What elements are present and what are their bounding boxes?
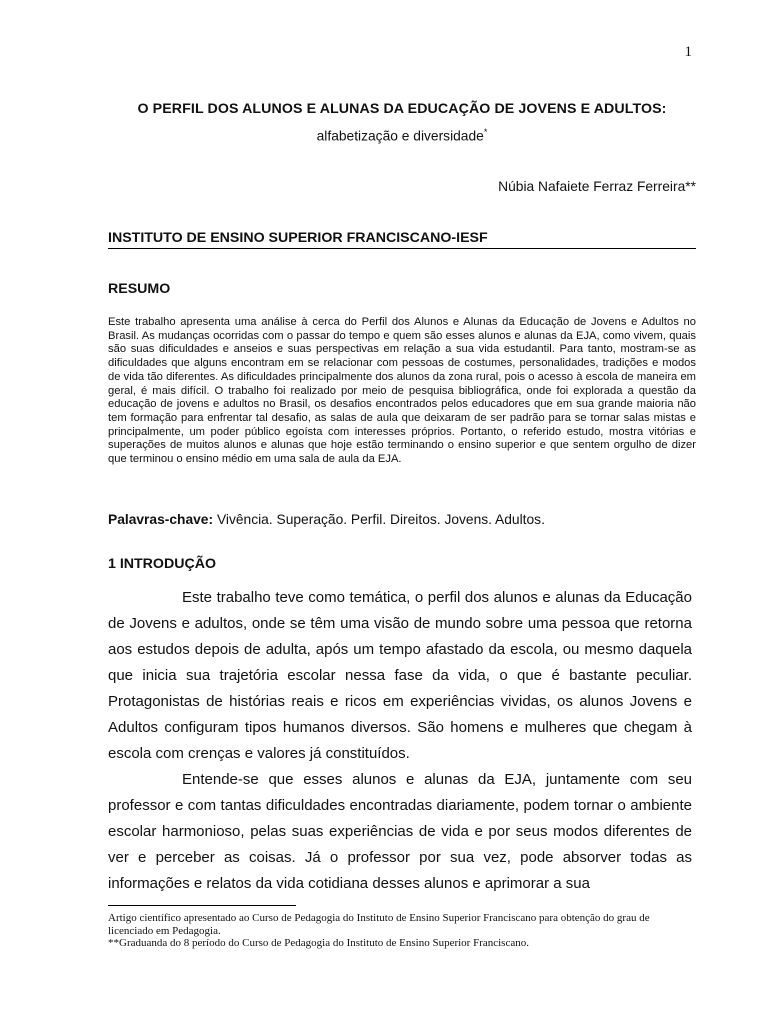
footnote-divider — [108, 905, 296, 906]
keywords-label: Palavras-chave: — [108, 512, 214, 527]
institution-name: INSTITUTO DE ENSINO SUPERIOR FRANCISCANO-IESF — [108, 230, 696, 249]
abstract-heading: RESUMO — [108, 281, 171, 297]
body-paragraph: Este trabalho teve como temática, o perfil dos alunos e alunas da Educação de Jovens e adultos, onde se têm uma visão de mundo sobre uma pessoa que retorna aos estudos depois de adulta, após um tempo afastado da escola, ou mesmo daquela que inicia sua trajetória escolar nessa fase da vida, o que é bastante peculiar. Protagonistas de histórias reais e ricos em experiências vividas, os alunos Jovens e Adultos configuram tipos humanos diversos. São homens e mulheres que chegam à escola com crenças e valores já constituídos. — [108, 589, 692, 762]
body-paragraph: Entende-se que esses alunos e alunas da EJA, juntamente com seu professor e com tantas dificuldades encontradas diariamente, podem tornar o ambiente escolar harmonioso, pelas suas experiências de vida e por seus modos diferentes de ver e perceber as coisas. Já o professor por sua vez, pode absorver todas as informações e relatos da vida cotidiana desses alunos e aprimorar a sua — [108, 771, 692, 892]
author-name: Núbia Nafaiete Ferraz Ferreira** — [498, 179, 696, 194]
footnote: **Graduanda do 8 período do Curso de Pedagogia do Instituto de Ensino Superior Franciscano. — [108, 937, 529, 949]
introduction-body — [108, 585, 692, 897]
keywords — [108, 512, 696, 527]
footnote: Artigo científico apresentado ao Curso de Pedagogia do Instituto de Ensino Superior Franciscano para obtenção do grau de licenciado em Pedagogia. — [108, 912, 650, 937]
keywords-value: Vivência. Superação. Perfil. Direitos. Jovens. Adultos. — [216, 512, 545, 527]
page-number: 1 — [684, 44, 692, 60]
footnotes — [108, 912, 696, 950]
abstract-text: Este trabalho apresenta uma análise à cerca do Perfil dos Alunos e Alunas da Educação de Jovens e Adultos no Brasil. As mudanças ocorridas com o passar do tempo e quem são esses alunos e alunas da EJA, como vivem, quais são suas dificuldades e anseios e suas perspectivas em relação a sua vida estudantil. Para tanto, mostram-se as dificuldades que alguns encontram em se relacionar com pessoas de costumes, personalidades, tradições e modos de vida tão diferentes. As dificuldades principalmente dos alunos da zona rural, pois o acesso à escola de maneira em geral, é mais difícil. O trabalho foi realizado por meio de pesquisa bibliográfica, onde foi explorada a questão da educação de jovens e adultos no Brasil, os desafios encontrados pelos educadores que em sua grande maioria não tem formação para enfrentar tal desafio, as salas de aula que deixaram de ser padrão para se tornar salas mistas e principalmente, um poder público egoísta com interesses próprios. Portanto, o referido estudo, mostra vitórias e superações de muitos alunos e alunas que hoje estão terminando o ensino superior e que sentem orgulho de dizer que terminou o ensino médio em uma sala de aula da EJA. — [108, 316, 696, 466]
subtitle-text: alfabetização e diversidade — [316, 128, 484, 144]
section-heading-introduction: 1 INTRODUÇÃO — [108, 556, 216, 572]
subtitle-footnote-mark: * — [483, 127, 488, 137]
paper-subtitle — [108, 127, 696, 144]
paper-title: O PERFIL DOS ALUNOS E ALUNAS DA EDUCAÇÃO DE JOVENS E ADULTOS: — [137, 101, 667, 117]
